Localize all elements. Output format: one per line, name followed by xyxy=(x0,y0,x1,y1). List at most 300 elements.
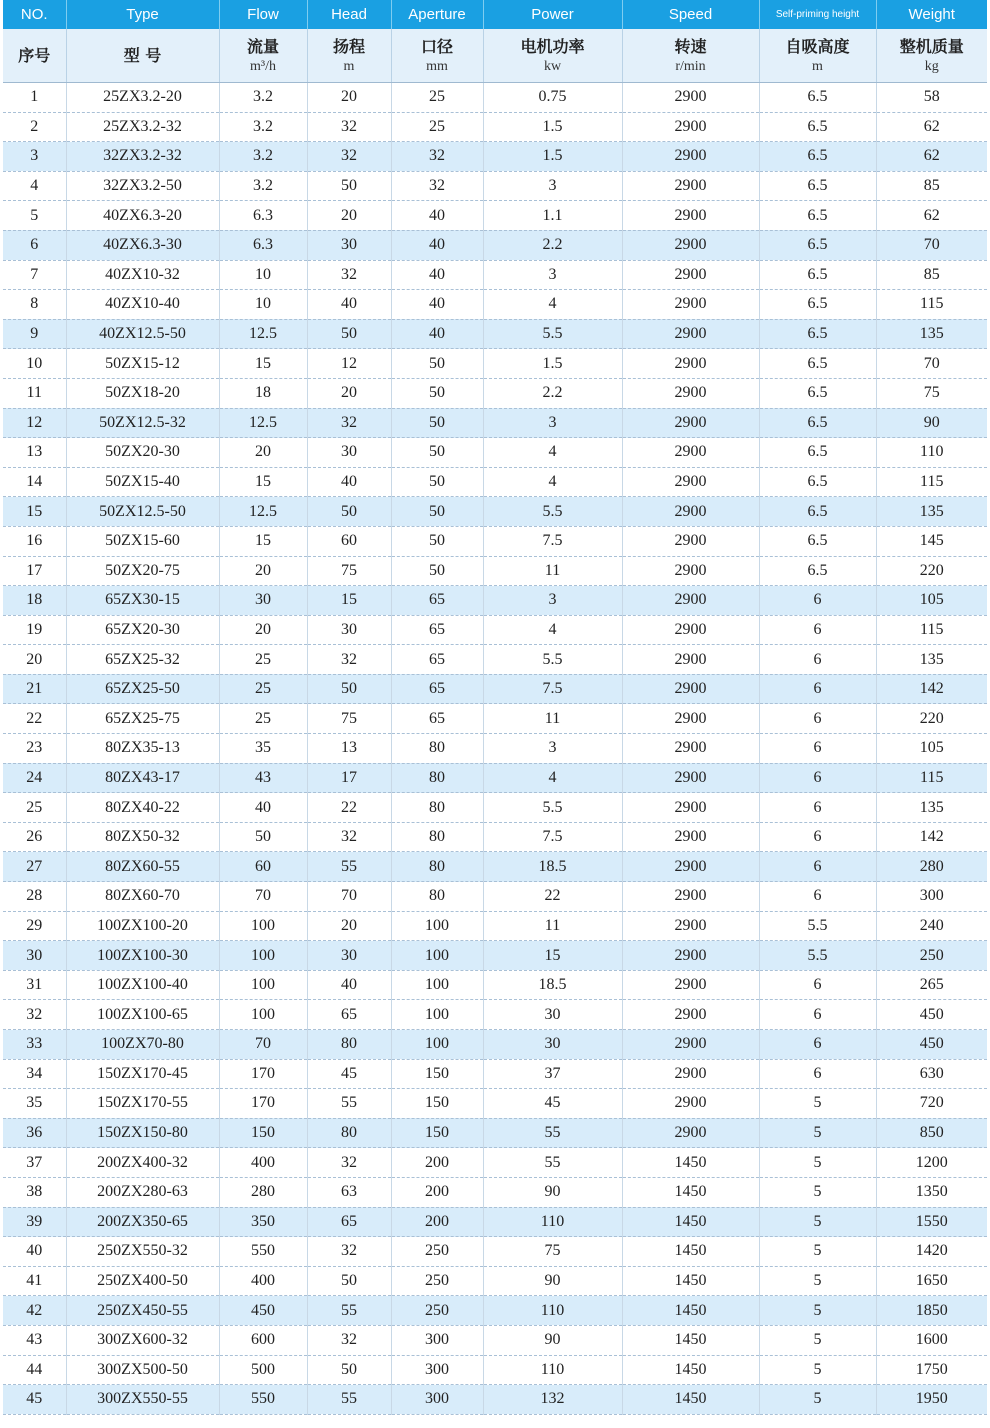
cell-speed: 2900 xyxy=(622,734,759,764)
english-header-row xyxy=(3,0,987,29)
cell-speed: 2900 xyxy=(622,260,759,290)
cell-head: 30 xyxy=(307,941,391,971)
cell-type: 50ZX20-75 xyxy=(66,556,219,586)
cell-weight: 62 xyxy=(876,201,987,231)
cell-self-priming-height: 6.5 xyxy=(759,230,876,260)
cell-no: 30 xyxy=(3,941,66,971)
cell-self-priming-height: 6 xyxy=(759,586,876,616)
cell-type: 50ZX15-12 xyxy=(66,349,219,379)
cell-flow: 60 xyxy=(219,852,307,882)
cell-self-priming-height: 5 xyxy=(759,1177,876,1207)
header-zh-power xyxy=(483,29,622,83)
cell-head: 30 xyxy=(307,438,391,468)
cell-type: 80ZX40-22 xyxy=(66,793,219,823)
cell-flow: 3.2 xyxy=(219,112,307,142)
header-zh-self-priming-height xyxy=(759,29,876,83)
cell-self-priming-height: 6 xyxy=(759,822,876,852)
cell-head: 17 xyxy=(307,763,391,793)
cell-head: 32 xyxy=(307,260,391,290)
table-row xyxy=(3,319,987,349)
cell-power: 37 xyxy=(483,1059,622,1089)
cell-head: 70 xyxy=(307,882,391,912)
cell-weight: 145 xyxy=(876,526,987,556)
cell-weight: 450 xyxy=(876,1000,987,1030)
header-zh-no xyxy=(3,29,66,83)
header-zh-speed-label: 转速 xyxy=(674,36,707,56)
cell-self-priming-height: 6 xyxy=(759,1059,876,1089)
cell-speed: 2900 xyxy=(622,852,759,882)
cell-type: 300ZX500-50 xyxy=(66,1355,219,1385)
cell-type: 65ZX25-50 xyxy=(66,674,219,704)
cell-weight: 265 xyxy=(876,970,987,1000)
cell-power: 1.5 xyxy=(483,349,622,379)
cell-speed: 2900 xyxy=(622,763,759,793)
cell-self-priming-height: 6.5 xyxy=(759,171,876,201)
cell-power: 22 xyxy=(483,882,622,912)
cell-self-priming-height: 6.5 xyxy=(759,526,876,556)
cell-power: 7.5 xyxy=(483,674,622,704)
cell-weight: 220 xyxy=(876,704,987,734)
cell-weight: 105 xyxy=(876,586,987,616)
cell-no: 31 xyxy=(3,970,66,1000)
header-zh-type xyxy=(66,29,219,83)
cell-flow: 450 xyxy=(219,1296,307,1326)
cell-self-priming-height: 5 xyxy=(759,1266,876,1296)
cell-flow: 40 xyxy=(219,793,307,823)
table-row xyxy=(3,467,987,497)
cell-self-priming-height: 6.5 xyxy=(759,142,876,172)
cell-aperture: 80 xyxy=(391,822,483,852)
cell-self-priming-height: 6.5 xyxy=(759,378,876,408)
cell-no: 6 xyxy=(3,230,66,260)
cell-self-priming-height: 6.5 xyxy=(759,290,876,320)
cell-no: 29 xyxy=(3,911,66,941)
cell-type: 50ZX15-40 xyxy=(66,467,219,497)
cell-weight: 115 xyxy=(876,290,987,320)
cell-type: 300ZX600-32 xyxy=(66,1325,219,1355)
cell-head: 55 xyxy=(307,1089,391,1119)
cell-power: 7.5 xyxy=(483,526,622,556)
cell-head: 20 xyxy=(307,378,391,408)
cell-type: 50ZX12.5-32 xyxy=(66,408,219,438)
cell-type: 150ZX170-45 xyxy=(66,1059,219,1089)
cell-self-priming-height: 6.5 xyxy=(759,408,876,438)
cell-type: 200ZX350-65 xyxy=(66,1207,219,1237)
cell-head: 20 xyxy=(307,201,391,231)
cell-aperture: 80 xyxy=(391,882,483,912)
header-unit-weight: kg xyxy=(924,58,939,74)
cell-weight: 142 xyxy=(876,674,987,704)
header-zh-self-priming-height-label: 自吸高度 xyxy=(785,36,850,56)
cell-speed: 2900 xyxy=(622,438,759,468)
cell-speed: 2900 xyxy=(622,882,759,912)
cell-power: 5.5 xyxy=(483,319,622,349)
cell-speed: 1450 xyxy=(622,1177,759,1207)
cell-flow: 100 xyxy=(219,970,307,1000)
header-zh-weight-label: 整机质量 xyxy=(899,36,964,56)
cell-speed: 2900 xyxy=(622,1118,759,1148)
cell-type: 80ZX60-55 xyxy=(66,852,219,882)
cell-power: 55 xyxy=(483,1118,622,1148)
cell-aperture: 32 xyxy=(391,142,483,172)
cell-type: 50ZX20-30 xyxy=(66,438,219,468)
cell-aperture: 65 xyxy=(391,586,483,616)
cell-type: 80ZX50-32 xyxy=(66,822,219,852)
cell-flow: 150 xyxy=(219,1118,307,1148)
cell-aperture: 50 xyxy=(391,526,483,556)
cell-flow: 3.2 xyxy=(219,142,307,172)
cell-head: 40 xyxy=(307,970,391,1000)
cell-head: 50 xyxy=(307,497,391,527)
table-row xyxy=(3,1089,987,1119)
cell-weight: 115 xyxy=(876,615,987,645)
cell-weight: 280 xyxy=(876,852,987,882)
cell-self-priming-height: 6.5 xyxy=(759,83,876,113)
cell-speed: 2900 xyxy=(622,941,759,971)
cell-self-priming-height: 6 xyxy=(759,734,876,764)
cell-power: 4 xyxy=(483,763,622,793)
cell-power: 2.2 xyxy=(483,378,622,408)
cell-speed: 2900 xyxy=(622,615,759,645)
cell-self-priming-height: 5 xyxy=(759,1325,876,1355)
table-row xyxy=(3,674,987,704)
cell-aperture: 65 xyxy=(391,615,483,645)
cell-flow: 500 xyxy=(219,1355,307,1385)
cell-no: 34 xyxy=(3,1059,66,1089)
cell-speed: 2900 xyxy=(622,349,759,379)
cell-no: 3 xyxy=(3,142,66,172)
cell-flow: 12.5 xyxy=(219,497,307,527)
cell-power: 75 xyxy=(483,1237,622,1267)
cell-power: 5.5 xyxy=(483,497,622,527)
table-row xyxy=(3,645,987,675)
cell-self-priming-height: 6 xyxy=(759,1000,876,1030)
table-row xyxy=(3,201,987,231)
cell-self-priming-height: 6 xyxy=(759,882,876,912)
cell-type: 40ZX12.5-50 xyxy=(66,319,219,349)
table-row xyxy=(3,1000,987,1030)
cell-head: 32 xyxy=(307,408,391,438)
table-row xyxy=(3,822,987,852)
cell-head: 15 xyxy=(307,586,391,616)
cell-aperture: 150 xyxy=(391,1059,483,1089)
cell-weight: 630 xyxy=(876,1059,987,1089)
header-unit-speed: r/min xyxy=(675,58,706,74)
cell-weight: 135 xyxy=(876,645,987,675)
cell-no: 15 xyxy=(3,497,66,527)
header-en-self-priming-height: Self-priming height xyxy=(759,0,876,29)
cell-type: 50ZX12.5-50 xyxy=(66,497,219,527)
cell-flow: 15 xyxy=(219,349,307,379)
table-row xyxy=(3,1148,987,1178)
cell-aperture: 50 xyxy=(391,497,483,527)
cell-speed: 2900 xyxy=(622,83,759,113)
cell-flow: 20 xyxy=(219,556,307,586)
cell-flow: 20 xyxy=(219,438,307,468)
cell-speed: 2900 xyxy=(622,467,759,497)
cell-self-priming-height: 5.5 xyxy=(759,941,876,971)
cell-power: 3 xyxy=(483,171,622,201)
cell-flow: 70 xyxy=(219,882,307,912)
cell-head: 80 xyxy=(307,1030,391,1060)
cell-speed: 2900 xyxy=(622,911,759,941)
cell-aperture: 25 xyxy=(391,112,483,142)
cell-head: 30 xyxy=(307,615,391,645)
header-en-power: Power xyxy=(483,0,622,29)
table-row xyxy=(3,260,987,290)
cell-aperture: 200 xyxy=(391,1177,483,1207)
cell-type: 40ZX10-40 xyxy=(66,290,219,320)
cell-no: 16 xyxy=(3,526,66,556)
table-row xyxy=(3,290,987,320)
cell-type: 80ZX60-70 xyxy=(66,882,219,912)
cell-speed: 1450 xyxy=(622,1266,759,1296)
cell-flow: 350 xyxy=(219,1207,307,1237)
table-row xyxy=(3,1355,987,1385)
cell-weight: 1200 xyxy=(876,1148,987,1178)
cell-power: 18.5 xyxy=(483,852,622,882)
cell-aperture: 300 xyxy=(391,1325,483,1355)
cell-aperture: 50 xyxy=(391,467,483,497)
cell-no: 36 xyxy=(3,1118,66,1148)
cell-self-priming-height: 6.5 xyxy=(759,467,876,497)
cell-no: 18 xyxy=(3,586,66,616)
cell-weight: 1420 xyxy=(876,1237,987,1267)
cell-weight: 850 xyxy=(876,1118,987,1148)
table-row xyxy=(3,83,987,113)
cell-no: 44 xyxy=(3,1355,66,1385)
cell-speed: 2900 xyxy=(622,1059,759,1089)
cell-flow: 400 xyxy=(219,1266,307,1296)
cell-flow: 35 xyxy=(219,734,307,764)
cell-flow: 100 xyxy=(219,941,307,971)
cell-flow: 6.3 xyxy=(219,201,307,231)
table-row xyxy=(3,1325,987,1355)
cell-power: 110 xyxy=(483,1355,622,1385)
cell-power: 2.2 xyxy=(483,230,622,260)
cell-power: 18.5 xyxy=(483,970,622,1000)
cell-aperture: 250 xyxy=(391,1266,483,1296)
cell-power: 110 xyxy=(483,1296,622,1326)
table-row xyxy=(3,1059,987,1089)
cell-speed: 1450 xyxy=(622,1237,759,1267)
cell-flow: 280 xyxy=(219,1177,307,1207)
header-en-speed: Speed xyxy=(622,0,759,29)
cell-no: 26 xyxy=(3,822,66,852)
table-row xyxy=(3,1207,987,1237)
cell-power: 90 xyxy=(483,1266,622,1296)
cell-flow: 170 xyxy=(219,1059,307,1089)
cell-power: 0.75 xyxy=(483,83,622,113)
cell-no: 28 xyxy=(3,882,66,912)
header-en-type: Type xyxy=(66,0,219,29)
cell-power: 30 xyxy=(483,1030,622,1060)
cell-power: 45 xyxy=(483,1089,622,1119)
cell-aperture: 50 xyxy=(391,378,483,408)
cell-aperture: 100 xyxy=(391,1030,483,1060)
cell-flow: 30 xyxy=(219,586,307,616)
cell-self-priming-height: 5 xyxy=(759,1118,876,1148)
cell-speed: 2900 xyxy=(622,1030,759,1060)
table-row xyxy=(3,615,987,645)
cell-weight: 58 xyxy=(876,83,987,113)
cell-power: 132 xyxy=(483,1385,622,1415)
table-row xyxy=(3,1177,987,1207)
cell-self-priming-height: 6 xyxy=(759,1030,876,1060)
cell-weight: 62 xyxy=(876,112,987,142)
cell-no: 23 xyxy=(3,734,66,764)
cell-weight: 1950 xyxy=(876,1385,987,1415)
cell-aperture: 40 xyxy=(391,290,483,320)
cell-power: 3 xyxy=(483,734,622,764)
table-row xyxy=(3,1237,987,1267)
cell-power: 11 xyxy=(483,556,622,586)
cell-speed: 1450 xyxy=(622,1355,759,1385)
cell-head: 60 xyxy=(307,526,391,556)
header-unit-head: m xyxy=(343,58,355,74)
cell-head: 50 xyxy=(307,674,391,704)
cell-speed: 2900 xyxy=(622,704,759,734)
header-zh-flow-label: 流量 xyxy=(246,36,279,56)
cell-type: 80ZX35-13 xyxy=(66,734,219,764)
cell-type: 250ZX550-32 xyxy=(66,1237,219,1267)
pump-spec-table xyxy=(3,0,987,1415)
cell-no: 20 xyxy=(3,645,66,675)
cell-head: 32 xyxy=(307,822,391,852)
cell-type: 200ZX400-32 xyxy=(66,1148,219,1178)
cell-head: 32 xyxy=(307,1237,391,1267)
table-row xyxy=(3,1296,987,1326)
cell-aperture: 200 xyxy=(391,1148,483,1178)
cell-no: 22 xyxy=(3,704,66,734)
cell-power: 7.5 xyxy=(483,822,622,852)
cell-aperture: 80 xyxy=(391,734,483,764)
table-row xyxy=(3,911,987,941)
cell-power: 1.5 xyxy=(483,142,622,172)
table-row xyxy=(3,1266,987,1296)
cell-no: 9 xyxy=(3,319,66,349)
cell-aperture: 80 xyxy=(391,793,483,823)
cell-head: 75 xyxy=(307,556,391,586)
cell-speed: 2900 xyxy=(622,112,759,142)
cell-no: 2 xyxy=(3,112,66,142)
cell-speed: 1450 xyxy=(622,1296,759,1326)
cell-head: 32 xyxy=(307,112,391,142)
cell-self-priming-height: 6 xyxy=(759,852,876,882)
cell-speed: 2900 xyxy=(622,290,759,320)
cell-aperture: 100 xyxy=(391,911,483,941)
cell-self-priming-height: 6 xyxy=(759,645,876,675)
cell-aperture: 150 xyxy=(391,1118,483,1148)
cell-self-priming-height: 6.5 xyxy=(759,260,876,290)
cell-weight: 75 xyxy=(876,378,987,408)
table-row xyxy=(3,970,987,1000)
cell-type: 100ZX70-80 xyxy=(66,1030,219,1060)
cell-head: 40 xyxy=(307,290,391,320)
cell-flow: 3.2 xyxy=(219,83,307,113)
cell-power: 4 xyxy=(483,290,622,320)
cell-weight: 1850 xyxy=(876,1296,987,1326)
header-zh-aperture xyxy=(391,29,483,83)
table-row xyxy=(3,112,987,142)
cell-flow: 550 xyxy=(219,1385,307,1415)
header-zh-speed xyxy=(622,29,759,83)
cell-weight: 115 xyxy=(876,763,987,793)
cell-flow: 43 xyxy=(219,763,307,793)
cell-weight: 85 xyxy=(876,260,987,290)
cell-aperture: 32 xyxy=(391,171,483,201)
table-row xyxy=(3,941,987,971)
cell-type: 200ZX280-63 xyxy=(66,1177,219,1207)
cell-aperture: 100 xyxy=(391,941,483,971)
header-unit-flow: m³/h xyxy=(250,58,276,74)
cell-type: 32ZX3.2-50 xyxy=(66,171,219,201)
table-row xyxy=(3,526,987,556)
cell-speed: 1450 xyxy=(622,1385,759,1415)
cell-power: 90 xyxy=(483,1325,622,1355)
cell-no: 42 xyxy=(3,1296,66,1326)
cell-weight: 135 xyxy=(876,319,987,349)
header-en-head: Head xyxy=(307,0,391,29)
cell-power: 11 xyxy=(483,911,622,941)
table-row xyxy=(3,793,987,823)
cell-speed: 1450 xyxy=(622,1325,759,1355)
cell-self-priming-height: 6.5 xyxy=(759,556,876,586)
cell-head: 50 xyxy=(307,171,391,201)
cell-self-priming-height: 5 xyxy=(759,1207,876,1237)
cell-power: 3 xyxy=(483,586,622,616)
cell-power: 3 xyxy=(483,260,622,290)
cell-aperture: 50 xyxy=(391,408,483,438)
cell-flow: 400 xyxy=(219,1148,307,1178)
cell-head: 50 xyxy=(307,1266,391,1296)
cell-weight: 135 xyxy=(876,497,987,527)
header-en-aperture: Aperture xyxy=(391,0,483,29)
table-row xyxy=(3,763,987,793)
cell-no: 43 xyxy=(3,1325,66,1355)
cell-power: 5.5 xyxy=(483,645,622,675)
cell-head: 50 xyxy=(307,319,391,349)
cell-weight: 220 xyxy=(876,556,987,586)
cell-no: 21 xyxy=(3,674,66,704)
cell-speed: 1450 xyxy=(622,1148,759,1178)
cell-power: 1.1 xyxy=(483,201,622,231)
cell-self-priming-height: 5.5 xyxy=(759,911,876,941)
cell-no: 11 xyxy=(3,378,66,408)
table-row xyxy=(3,882,987,912)
cell-head: 20 xyxy=(307,83,391,113)
table-body xyxy=(3,83,987,1415)
cell-no: 19 xyxy=(3,615,66,645)
cell-no: 10 xyxy=(3,349,66,379)
cell-no: 12 xyxy=(3,408,66,438)
cell-self-priming-height: 6.5 xyxy=(759,438,876,468)
cell-power: 4 xyxy=(483,615,622,645)
cell-flow: 25 xyxy=(219,674,307,704)
cell-flow: 18 xyxy=(219,378,307,408)
cell-flow: 6.3 xyxy=(219,230,307,260)
cell-aperture: 40 xyxy=(391,319,483,349)
cell-speed: 2900 xyxy=(622,793,759,823)
cell-speed: 2900 xyxy=(622,970,759,1000)
cell-no: 35 xyxy=(3,1089,66,1119)
cell-aperture: 25 xyxy=(391,83,483,113)
cell-type: 100ZX100-65 xyxy=(66,1000,219,1030)
cell-type: 40ZX6.3-20 xyxy=(66,201,219,231)
cell-weight: 1350 xyxy=(876,1177,987,1207)
cell-power: 110 xyxy=(483,1207,622,1237)
header-unit-power: kw xyxy=(543,58,562,74)
